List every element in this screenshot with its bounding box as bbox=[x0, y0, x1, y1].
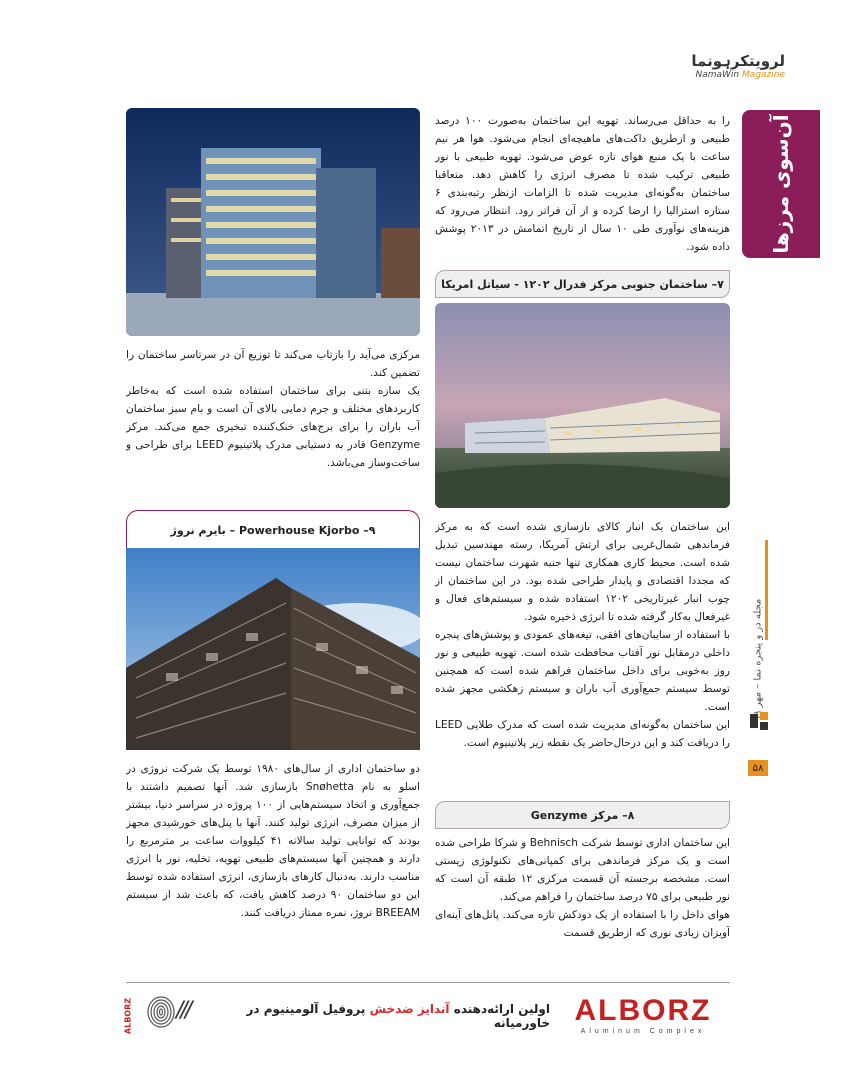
section-heading-9: ۹– Powerhouse Kjorbo – بایرم نروژ bbox=[126, 510, 420, 550]
logo-main: لرويتکرہو‌نما bbox=[691, 52, 785, 70]
alborz-logo bbox=[554, 995, 732, 1035]
genzyme-center-photo bbox=[126, 108, 420, 336]
fingerprint-icon bbox=[146, 995, 176, 1029]
vertical-brand-mark: ALBORZ bbox=[123, 997, 133, 1035]
section-tab bbox=[742, 110, 820, 258]
footer-divider bbox=[126, 982, 730, 983]
article-text-intro: را به حداقل می‌رساند. تهویه این ساختمان به‌صورت ۱۰۰ درصد طبیعی و ازطریق داکت‌های ماهیچه‌ای انجام می‌شود. هوا هر نیم ساعت با یک منبع هوای تازه عوض می‌شود. تهویه طبیعی با نور طبیعی ترکیب شده تا مصرف انرژی را کاهش دهد. متعاقبا ساختمان به‌گونه‌ای مدیریت شده تا الزامات ازنظر رتبه‌بندی ۶ ستاره استرالیا را ارضا کرده و از آن فراتر رود. انتظار می‌رود که هزینه‌های نوآوری طی ۱۰ سال از تاریخ اتمامش در ۲۰۱۳ پوشش داده شود. bbox=[435, 115, 730, 253]
ad-brand-sub: Aluminum Complex bbox=[580, 1028, 706, 1035]
section-heading-7: ۷– ساختمان جنوبی مرکز فدرال ۱۲۰۲ - سیاتل امریکا bbox=[435, 270, 730, 298]
powerhouse-kjorbo-photo bbox=[126, 548, 420, 750]
article-text-powerhouse: دو ساختمان اداری از سال‌های ۱۹۸۰ توسط یک شرکت نروژی در اسلو به نام Snøhetta بازسازی شد. آنها تصمیم داشتند با جمع‌آوری و اتخاذ سیستم‌هایی از ۱۰۰ پروژه در سراسر دنیا، بیشتر از میزان مصرف، انرژی تولید کنند. آنها با پنل‌های خورشیدی مجهز بودند که توانایی تولید سالانه ۴۱ کیلووات ساعت بر مترمربع را دارند و همچنین آنها سیستم‌های طبیعی تهویه، تخلیه، نور با انرژی مناسب دارند. به‌دنبال کارهای بازسازی، انرژی استفاده شده توسط این دو ساختمان ۹۰ درصد کاهش یافت، که باعث شد از سیستم BREEAM نروژ، نمره ممتاز دریافت کنند. bbox=[126, 763, 420, 919]
ad-brand-name: ALBORZ bbox=[574, 995, 712, 1027]
section-title: آن‌سوی مرزها bbox=[769, 114, 793, 254]
federal-center-photo bbox=[435, 303, 730, 508]
article-text-genzyme-cont: مرکزی می‌آید را بازتاب می‌کند تا توزیع آن در سرتاسر ساختمان را تضمین کند. یک سازه بتنی برای ساختمان استفاده شده است که به‌خاطر کاربردهای مختلف و جرم دمایی بالای آن است و بام سبز ساختمان آب باران را برای برج‌های خنک‌کننده تبخیری جمع می‌کند. مرکز Genzyme قادر به دستیابی مدرک پلاتینیوم LEED برای طراحی و ساخت‌وساز می‌باشد. bbox=[126, 349, 420, 469]
article-text-genzyme: این ساختمان اداری توسط شرکت Behnisch و شرکا طراحی شده است و یک مرکز فرماندهی برای کمپانی‌های تکنولوژی زیستی است. مشخصه برجسته آن قسمت مرکزی ۱۲ طبقه آن است که نور طبیعی برای ۷۵ درصد ساختمان را فراهم می‌کند. هوای داخل را با استفاده از یک دودکش تازه می‌کند. پانل‌های آینه‌ای آویزان زیادی نوری که ازطریق قسمت bbox=[435, 837, 730, 939]
magazine-mark-icon bbox=[748, 710, 770, 732]
page-number: ۵۸ bbox=[748, 760, 768, 776]
section-heading-8: ۸– مرکز Genzyme bbox=[435, 801, 730, 829]
decorative-slashes: /// bbox=[176, 998, 190, 1023]
article-text-federal-center: این ساختمان یک انبار کالای بازسازی شده است که به مرکز فرماندهی شمال‌غربی برای ارتش آمریکا، رسته مهندسین تبدیل شده است. محیط کاری همکاری تنها جنبه شهرت ساختمان نیست که مجددا اقتصادی و پایدار طراحی شده بود. در این ساختمان از چوب انبار غیرتاریخی ۱۲۰۲ استفاده شده و سیستم‌های فعال و غیرفعال به‌کار گرفته شده تا انرژی ذخیره شود. با استفاده از سایبان‌های افقی، تیغه‌های عمودی و پوشش‌های پنجره داخلی درمقابل نور آفتاب محافظت شده است. تهویه طبیعی و نور روز به‌خوبی برای داخل ساختمان فراهم شده است که همچنین توسط سیستم جمع‌آوری آب باران و سیستم زهکشی مجهز شده است. این ساختمان به‌گونه‌ای مدیریت شده است که مدرک طلایی LEED را دریافت کند و این درحال‌حاضر یک نقطه زیر پلاتینیوم است. bbox=[435, 521, 730, 749]
ad-tagline: اولین ارائه‌دهنده آندایز ضدخش پروفیل آلومینیوم در خاورمیانه bbox=[246, 1002, 550, 1030]
logo-subtitle: NamaWin Magazine bbox=[695, 70, 785, 80]
issue-label: مجله در و پنجره نما – مهر bbox=[752, 598, 764, 708]
magazine-logo bbox=[640, 52, 785, 82]
